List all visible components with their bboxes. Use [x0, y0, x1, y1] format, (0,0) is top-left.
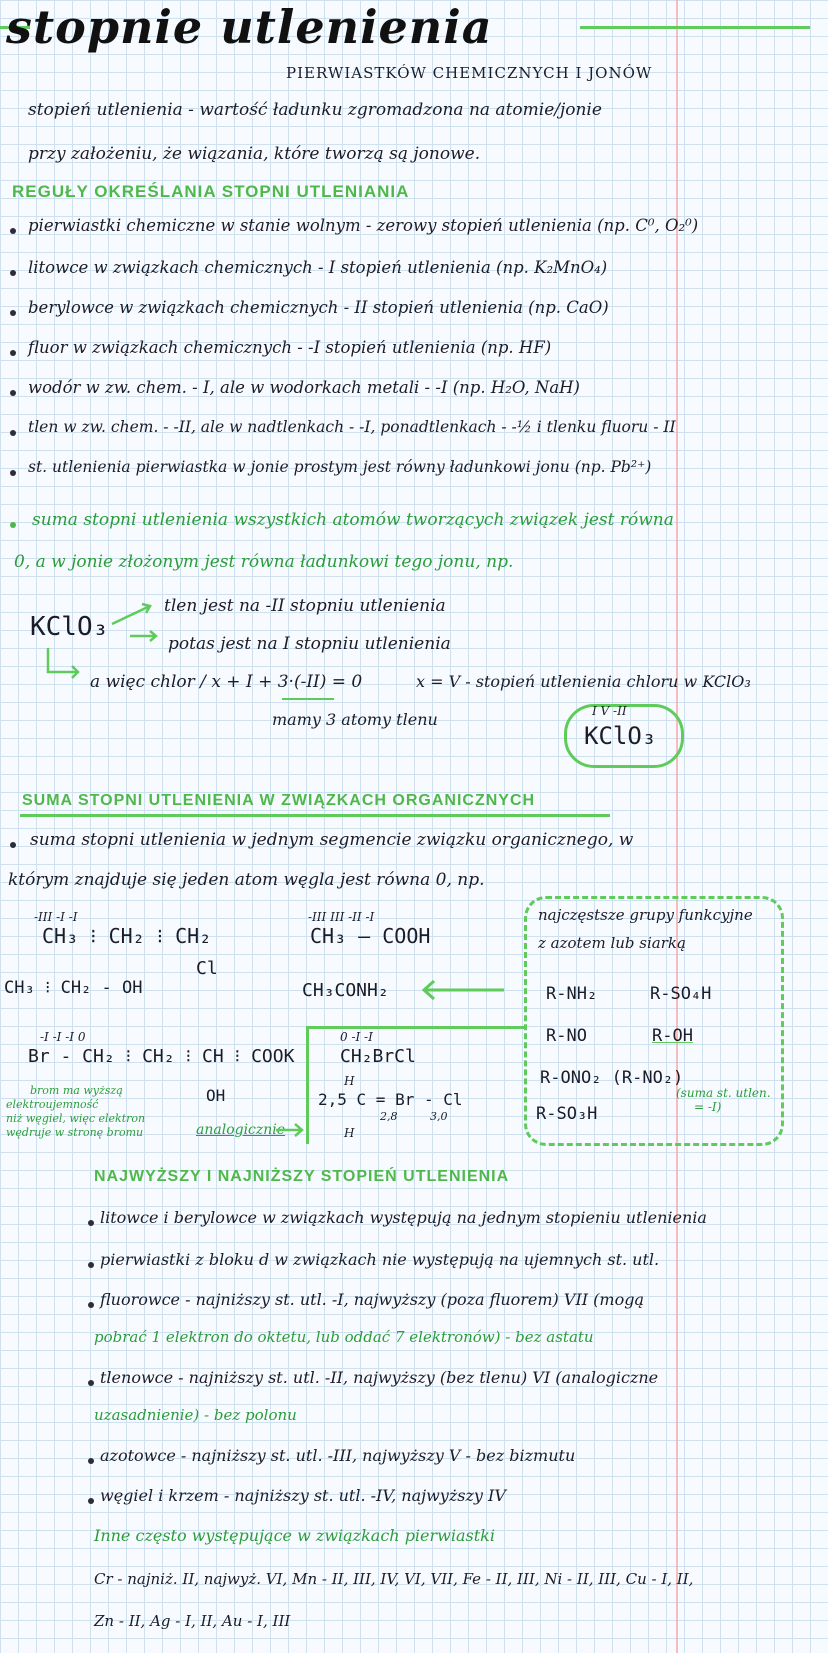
bullet — [10, 842, 16, 848]
rules-heading: REGUŁY OKREŚLANIA STOPNI UTLENIANIA — [12, 182, 410, 201]
bullet — [88, 1302, 94, 1308]
ch2brcl-box-top — [306, 1026, 526, 1029]
amide-arrow — [418, 978, 506, 1002]
fluor-continuation: pobrać 1 elektron do oktetu, lub oddać 7 elektronów) - bez astatu — [94, 1328, 594, 1346]
definition-line-1: stopień utlenienia - wartość ładunku zgromadzona na atomie/jonie — [28, 100, 602, 120]
kclo3-result: x = V - stopień utlenienia chloru w KClO₃ — [416, 672, 751, 691]
organic-heading: SUMA STOPNI UTLENIENIA W ZWIĄZKACH ORGANICZNYCH — [22, 792, 536, 809]
kclo3-formula: KClO₃ — [30, 612, 109, 642]
definition-line-2: przy założeniu, że wiązania, które tworzą są jonowe. — [28, 144, 481, 164]
extreme-item: azotowce - najniższy st. utl. -III, najwyższy V - bez bizmutu — [100, 1446, 576, 1465]
bullet — [88, 1262, 94, 1268]
ch2brcl-formula: CH₂BrCl — [340, 1046, 416, 1067]
rule-item: st. utlenienia pierwiastka w jonie prostym jest równy ładunkowi jonu (np. Pb²⁺) — [28, 458, 652, 476]
analogy-label: analogicznie — [196, 1122, 286, 1138]
brom-note-3: niż węgiel, więc elektron — [6, 1112, 146, 1125]
kclo3-arrows — [110, 596, 160, 646]
acid-oxidation: -III III -II -I — [308, 910, 375, 924]
h-bottom: H — [344, 1126, 355, 1140]
title-underline-right — [580, 26, 810, 29]
en-bromine: 2,8 — [380, 1110, 398, 1123]
bullet — [10, 522, 16, 528]
page-title: stopnie utlenienia — [6, 0, 493, 54]
brom-note-1: brom ma wyższą — [30, 1084, 123, 1097]
page-subtitle: PIERWIASTKÓW CHEMICZNYCH I JONÓW — [286, 64, 653, 82]
group-nitrate-note-2: = -I) — [694, 1100, 722, 1114]
sum-rule-line-1: suma stopni utlenienia wszystkich atomów tworzących związek jest równa — [32, 510, 674, 530]
bromo-substituent: OH — [206, 1086, 226, 1105]
functional-groups-title-1: najczęstsze grupy funkcyjne — [538, 906, 753, 924]
analogy-arrow — [276, 1120, 306, 1140]
bullet — [88, 1380, 94, 1386]
bullet — [10, 350, 16, 356]
rule-item: pierwiastki chemiczne w stanie wolnym - zerowy stopień utlenienia (np. C⁰, O₂⁰) — [28, 216, 699, 235]
extreme-item: pierwiastki z bloku d w związkach nie występują na ujemnych st. utl. — [100, 1250, 660, 1269]
bullet — [10, 470, 16, 476]
equation-underline — [282, 698, 334, 700]
group-nitrate: R-ONO₂ (R-NO₂) — [540, 1068, 684, 1088]
functional-groups-title-2: z azotem lub siarką — [538, 934, 686, 952]
bullet — [10, 430, 16, 436]
organic-line-1: suma stopni utlenienia w jednym segmencie związku organicznego, w — [30, 830, 634, 850]
organic-line-2: którym znajduje się jeden atom węgla jest równa 0, np. — [8, 870, 485, 890]
ch2brcl-box-left — [306, 1026, 309, 1144]
kclo3-boxed-oxidation: I V -II — [592, 704, 627, 718]
others-line-1: Cr - najniż. II, najwyż. VI, Mn - II, III, IV, VI, VII, Fe - II, III, Ni - II, III, Cu - I, II, — [94, 1570, 694, 1588]
rule-item: litowce w związkach chemicznych - I stopień utlenienia (np. K₂MnO₄) — [28, 258, 608, 277]
bullet — [88, 1220, 94, 1226]
bullet — [88, 1498, 94, 1504]
bullet — [10, 270, 16, 276]
group-nitrate-note-1: (suma st. utlen. — [676, 1086, 771, 1100]
chain1-oxidation: -III -I -I — [34, 910, 78, 924]
bullet — [10, 390, 16, 396]
ch2brcl-oxidation: 0 -I -I — [340, 1030, 373, 1044]
kclo3-potassium-note: potas jest na I stopniu utlenienia — [168, 634, 451, 654]
others-line-2: Zn - II, Ag - I, II, Au - I, III — [94, 1612, 291, 1630]
organic-heading-underline — [20, 814, 610, 817]
bromo-oxidation: -I -I -I 0 — [40, 1030, 86, 1044]
group-amine: R-NH₂ — [546, 984, 598, 1004]
group-sulfonic: R-SO₃H — [536, 1104, 598, 1124]
sum-rule-line-2: 0, a w jonie złożonym jest równa ładunkowi tego jonu, np. — [14, 552, 514, 572]
amide-formula: CH₃CONH₂ — [302, 980, 389, 1001]
extreme-item: tlenowce - najniższy st. utl. -II, najwyższy (bez tlenu) VI (analogiczne — [100, 1368, 659, 1387]
rule-item: berylowce w związkach chemicznych - II stopień utlenienia (np. CaO) — [28, 298, 609, 317]
brom-note-4: wędruje w stronę bromu — [6, 1126, 144, 1139]
brom-note-2: elektroujemność — [6, 1098, 99, 1111]
kclo3-equation: a więc chlor / x + I + 3·(-II) = 0 — [90, 672, 363, 692]
bullet — [10, 310, 16, 316]
group-hydroxyl: R-OH — [652, 1026, 693, 1046]
h-top: H — [344, 1074, 355, 1088]
notebook-margin-line — [676, 0, 678, 1653]
rule-item: tlen w zw. chem. - -II, ale w nadtlenkach - -I, ponadtlenkach - -½ i tlenku fluoru - II — [28, 418, 676, 436]
extreme-item: litowce i berylowce w związkach występują na jednym stopieniu utlenienia — [100, 1208, 707, 1227]
rule-item: fluor w związkach chemicznych - -I stopień utlenienia (np. HF) — [28, 338, 552, 357]
rule-item: wodór w zw. chem. - I, ale w wodorkach metali - -I (np. H₂O, NaH) — [28, 378, 580, 397]
tlen-continuation: uzasadnienie) - bez polonu — [94, 1406, 297, 1424]
acid-formula: CH₃ — COOH — [310, 924, 431, 948]
others-heading: Inne często występujące w związkach pierwiastki — [94, 1526, 495, 1545]
bullet — [88, 1458, 94, 1464]
kclo3-down-arrow — [44, 646, 84, 686]
en-chlorine: 3,0 — [430, 1110, 448, 1123]
kclo3-oxygen-note: tlen jest na -II stopniu utlenienia — [164, 596, 446, 616]
kclo3-boxed-formula: KClO₃ — [584, 722, 657, 750]
extremes-heading: NAJWYŻSZY I NAJNIŻSZY STOPIEŃ UTLENIENIA — [94, 1168, 510, 1185]
electronegativity-diagram: 2,5 C = Br - Cl — [318, 1090, 463, 1109]
extreme-item: węgiel i krzem - najniższy st. utl. -IV, najwyższy IV — [100, 1486, 506, 1505]
group-sulfate: R-SO₄H — [650, 984, 712, 1004]
bullet — [10, 228, 16, 234]
chain1-substituent: Cl — [196, 958, 218, 979]
bromo-formula: Br - CH₂ ⁝ CH₂ ⁝ CH ⁝ COOK — [28, 1046, 295, 1067]
extreme-item: fluorowce - najniższy st. utl. -I, najwyższy (poza fluorem) VII (mogą — [100, 1290, 644, 1309]
chain2-formula: CH₃ ⁝ CH₂ - OH — [4, 978, 143, 998]
chain1-formula: CH₃ ⁝ CH₂ ⁝ CH₂ — [42, 924, 212, 948]
kclo3-oxygen-count-note: mamy 3 atomy tlenu — [272, 710, 438, 729]
group-nitroso: R-NO — [546, 1026, 587, 1046]
